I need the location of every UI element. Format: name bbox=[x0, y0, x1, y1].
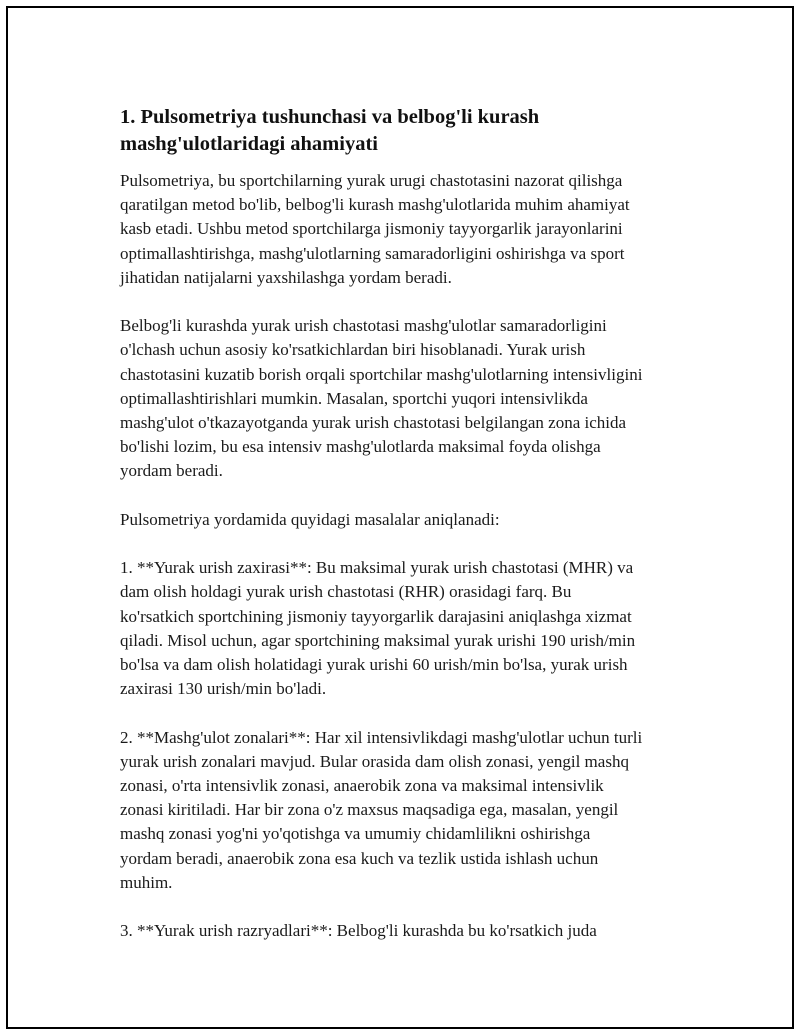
text-line: 3. **Yurak urish razryadlari**: Belbog'li kurashda bu ko'rsatkich juda bbox=[120, 921, 597, 941]
list-item-training-zones bbox=[120, 726, 700, 895]
text-line: yurak urish zonalari mavjud. Bular orasida dam olish zonasi, yengil mashq bbox=[120, 751, 629, 771]
paragraph-intro bbox=[120, 169, 700, 290]
text-line: o'lchash uchun asosiy ko'rsatkichlardan biri hisoblanadi. Yurak urish bbox=[120, 340, 586, 360]
text-line: 2. **Mashg'ulot zonalari**: Har xil intensivlikdagi mashg'ulotlar uchun turli bbox=[120, 727, 643, 747]
text-line: bo'lishi lozim, bu esa intensiv mashg'ulotlarda maksimal foyda olishga bbox=[120, 437, 601, 457]
text-line: 1. **Yurak urish zaxirasi**: Bu maksimal yurak urish chastotasi (MHR) va bbox=[120, 558, 634, 578]
text-line: jihatidan natijalarni yaxshilashga yordam beradi. bbox=[120, 267, 452, 287]
text-line: kasb etadi. Ushbu metod sportchilarga jismoniy tayyorgarlik jarayonlarini bbox=[120, 219, 623, 239]
text-line: Belbog'li kurashda yurak urish chastotasi mashg'ulotlar samaradorligini bbox=[120, 316, 607, 336]
text-line: qaratilgan metod bo'lib, belbog'li kurash mashg'ulotlarida muhim ahamiyat bbox=[120, 195, 630, 215]
text-line: yordam beradi. bbox=[120, 461, 223, 481]
text-line: dam olish holdagi yurak urish chastotasi (RHR) orasidagi farq. Bu bbox=[120, 582, 572, 602]
text-line: optimallashtirishlari mumkin. Masalan, sportchi yuqori intensivlikda bbox=[120, 388, 588, 408]
text-line: mashg'ulot o'tkazayotganda yurak urish chastotasi belgilangan zona ichida bbox=[120, 413, 627, 433]
paragraph-gap bbox=[120, 532, 700, 556]
paragraph-gap bbox=[120, 290, 700, 314]
document-body bbox=[120, 104, 700, 943]
text-line: zaxirasi 130 urish/min bo'ladi. bbox=[120, 679, 327, 699]
paragraph-gap bbox=[120, 484, 700, 508]
section-title-line: 1. Pulsometriya tushunchasi va belbog'li kurash bbox=[120, 106, 540, 128]
text-line: ko'rsatkich sportchining jismoniy tayyorgarlik darajasini aniqlashga xizmat bbox=[120, 606, 632, 626]
text-line: zonasi kiritiladi. Har bir zona o'z maxsus maqsadiga ega, masalan, yengil bbox=[120, 800, 619, 820]
paragraph-gap bbox=[120, 895, 700, 919]
text-line: Pulsometriya, bu sportchilarning yurak urugi chastotasini nazorat qilishga bbox=[120, 171, 623, 190]
text-line: muhim. bbox=[120, 872, 173, 892]
paragraph-gap bbox=[120, 701, 700, 725]
paragraph-list-intro bbox=[120, 508, 700, 532]
list-item-heart-rate-reserve bbox=[120, 556, 700, 701]
text-line: zonasi, o'rta intensivlik zonasi, anaerobik zona va maksimal intensivlik bbox=[120, 776, 604, 796]
text-line: optimallashtirishga, mashg'ulotlarning samaradorligini oshirishga va sport bbox=[120, 243, 625, 263]
page-frame bbox=[6, 6, 794, 1029]
section-title bbox=[120, 104, 700, 158]
section-title-line: mashg'ulotlaridagi ahamiyati bbox=[120, 133, 378, 155]
text-line: chastotasini kuzatib borish orqali sportchilar mashg'ulotlarning intensivligini bbox=[120, 364, 643, 384]
text-line: qiladi. Misol uchun, agar sportchining maksimal yurak urishi 190 urish/min bbox=[120, 630, 636, 650]
text-line: mashq zonasi yog'ni yo'qotishga va umumiy chidamlilikni oshirishga bbox=[120, 824, 591, 844]
list-item-heart-rate-ranks bbox=[120, 919, 700, 943]
text-line: bo'lsa va dam olish holatidagi yurak urishi 60 urish/min bo'lsa, yurak urish bbox=[120, 655, 628, 675]
text-line: yordam beradi, anaerobik zona esa kuch va tezlik ustida ishlash uchun bbox=[120, 848, 599, 868]
text-line: Pulsometriya yordamida quyidagi masalalar aniqlanadi: bbox=[120, 509, 500, 529]
paragraph-heart-rate bbox=[120, 314, 700, 483]
